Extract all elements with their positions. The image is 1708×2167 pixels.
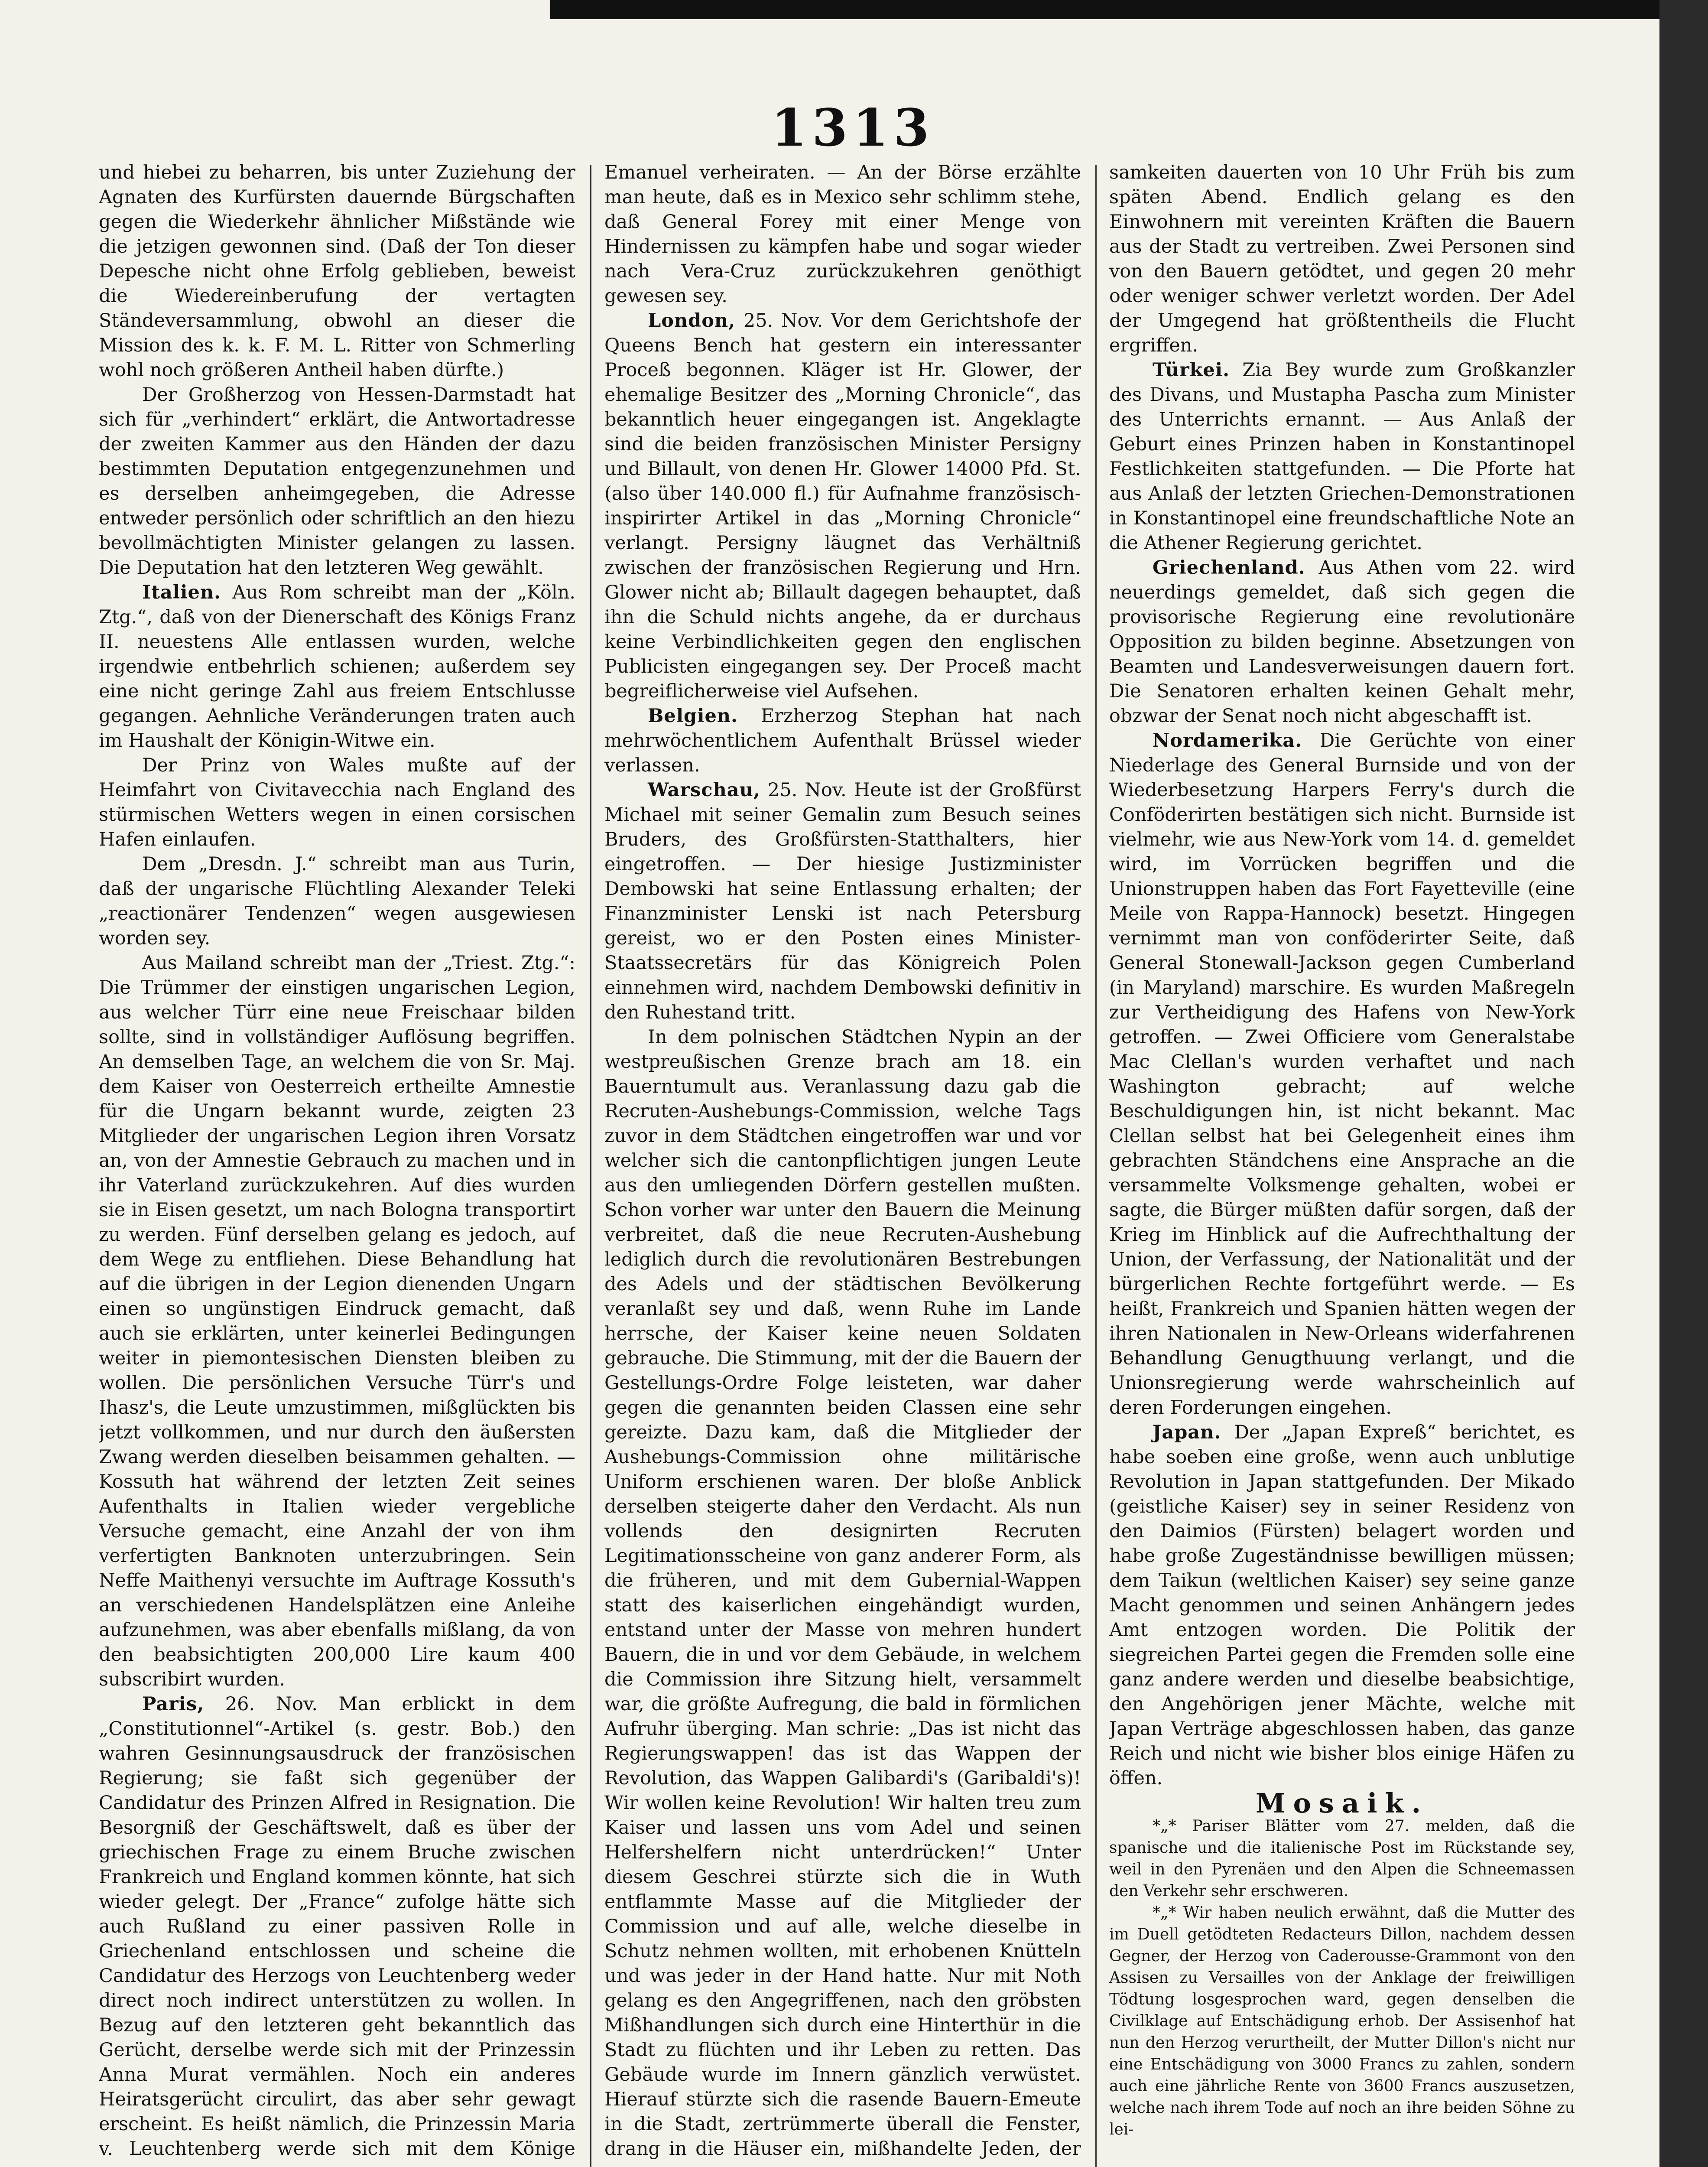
- article-paragraph: Aus Mailand schreibt man der „Triest. Ztg.“: Die Trümmer der einstigen ungarischen Legion, aus welcher Türr eine neue Freischaar bilden sollte, sind in vollständiger Auflösung begriffen. An demselben Tage, an welchem die von Sr. Maj. dem Kaiser von Oesterreich ertheilte Amnestie für die Ungarn bekannt wurde, zeigten 23 Mitglieder der ungarischen Legion ihren Vorsatz an, von der Amnestie Gebrauch zu machen und in ihr Vaterland zurückzukehren. Auf dies wurden sie in Eisen gesetzt, um nach Bologna transportirt zu werden. Fünf derselben gelang es jedoch, auf dem Wege zu entfliehen. Diese Behandlung hat auf die übrigen in der Legion dienenden Ungarn einen so ungünstigen Eindruck gemacht, daß auch sie erklärten, unter keinerlei Bedingungen weiter in piemontesischen Diensten bleiben zu wollen. Die persönlichen Versuche Türr's und Ihasz's, die Leute umzustimmen, mißglückten bis jetzt vollkommen, und nur durch den äußersten Zwang werden dieselben beisammen gehalten. — Kossuth hat während der letzten Zeit seines Aufenthalts in Italien wieder vergebliche Versuche gemacht, eine Anzahl der von ihm verfertigten Banknoten unterzubringen. Sein Neffe Maithenyi versuchte im Auftrage Kossuth's an verschiedenen Handelsplätzen eine Anleihe aufzunehmen, was aber ebenfalls mißlang, da von den beabsichtigten 200,000 Lire kaum 400 subscribirt wurden.: [99, 952, 575, 1690]
- column-2: [604, 160, 1081, 2163]
- column-rule-1: [590, 165, 591, 2167]
- article-paragraph: [604, 778, 1081, 1025]
- mosaik-item: *„* Pariser Blätter vom 27. melden, daß die spanische und die italienische Post im Rückstande sey, weil in den Pyrenäen und den Alpen die Schneemassen den Verkehr sehr erschweren.: [1109, 1817, 1575, 1900]
- article-text: 25. Nov. Heute ist der Großfürst Michael mit seiner Gemalin zum Besuch seines Bruders, des Großfürsten-Statthalters, hier eingetroffen. — Der hiesige Justizminister Dembowski hat seine Entlassung erhalten; der Finanzminister Lenski ist nach Petersburg gereist, wo er den Posten eines Minister-Staatssecretärs für das Königreich Polen einnehmen wird, nachdem Dembowski definitiv in den Ruhestand tritt.: [604, 779, 1081, 1023]
- article-paragraph: [1109, 358, 1575, 556]
- article-paragraph: [604, 704, 1081, 778]
- article-text: Der „Japan Expreß“ berichtet, es habe soeben eine große, wenn auch unblutige Revolution in Japan stattgefunden. Der Mikado (geistliche Kaiser) sey in seiner Residenz von den Daimios (Fürsten) belagert worden und habe große Zugeständnisse bewilligen müssen; dem Taikun (weltlichen Kaiser) sey seine ganze Macht genommen und seinen Anhängern jedes Amt entzogen worden. Die Politik der siegreichen Partei gegen die Fremden solle eine ganz andere werden und dieselbe beabsichtige, den Angehörigen jener Mächte, welche mit Japan Verträge abgeschlossen haben, das ganze Reich und nicht wie bisher blos einige Häfen zu öffen.: [1109, 1422, 1575, 1789]
- page-number: 1313: [771, 98, 935, 158]
- section-heading: Nordamerika.: [1153, 730, 1302, 752]
- column-1: [99, 160, 575, 2163]
- article-paragraph: [99, 1692, 575, 2163]
- top-dark-band: [550, 0, 1659, 19]
- scan-edge: [1659, 0, 1708, 2167]
- article-paragraph: Der Großherzog von Hessen-Darmstadt hat sich für „verhindert“ erklärt, die Antwortadresse der zweiten Kammer aus den Händen der dazu bestimmten Deputation entgegenzunehmen und es derselben anheimgegeben, die Adresse entweder persönlich oder schriftlich an den hiezu bevollmächtigten Minister gelangen zu lassen. Die Deputation hat den letzteren Weg gewählt.: [99, 384, 575, 579]
- article-paragraph: samkeiten dauerten von 10 Uhr Früh bis zum späten Abend. Endlich gelang es den Einwohnern mit vereinten Kräften die Bauern aus der Stadt zu vertreiben. Zwei Personen sind von den Bauern getödtet, und gegen 20 mehr oder weniger schwer verletzt worden. Der Adel der Umgegend hat größtentheils die Flucht ergriffen.: [1109, 162, 1575, 356]
- article-paragraph: [1109, 1420, 1575, 1791]
- mosaik-heading: Mosaik.: [1255, 1787, 1429, 1819]
- article-text: Die Gerüchte von einer Niederlage des General Burnside und von der Wiederbesetzung Harpers Ferry's durch die Conföderirten bestätigen sich nicht. Burnside ist vielmehr, wie aus New-York vom 14. d. gemeldet wird, im Vorrücken begriffen und die Unionstruppen haben das Fort Fayetteville (eine Meile von Rappa-Hannock) besetzt. Hingegen vernimmt man von conföderirter Seite, daß General Stonewall-Jackson gegen Cumberland (in Maryland) marschire. Es wurden Maßregeln zur Vertheidigung des Hafens von New-York getroffen. — Zwei Officiere vom Generalstabe Mac Clellan's wurden verhaftet und nach Washington gebracht; auf welche Beschuldigungen hin, ist nicht bekannt. Mac Clellan selbst hat bei Gelegenheit eines ihm gebrachten Ständchens eine Ansprache an die versammelte Volksmenge gehalten, wobei er sagte, die Bürger müßten dafür sorgen, daß der Krieg im Hinblick auf die Aufrechthaltung der Union, der Verfassung, der Nationalität und der bürgerlichen Rechte fortgeführt werde. — Es heißt, Frankreich und Spanien hätten wegen der ihren Nationalen in New-Orleans widerfahrenen Behandlung Genugthuung verlangt, und die Unionsregierung werde wahrscheinlich auf deren Forderungen eingehen.: [1109, 730, 1575, 1419]
- section-heading: Belgien.: [648, 705, 738, 727]
- section-heading: Italien.: [142, 582, 221, 603]
- section-heading: Japan.: [1153, 1422, 1221, 1443]
- article-text: Erzherzog Stephan hat nach mehrwöchentlichem Aufenthalt Brüssel wieder verlassen.: [604, 705, 1081, 776]
- article-paragraph: [99, 580, 575, 753]
- article-text: 26. Nov. Man erblickt in dem „Constitutionnel“-Artikel (s. gestr. Bob.) den wahren Gesinnungsausdruck der französischen Regierung; sie faßt sich gegenüber der Candidatur des Prinzen Alfred in Resignation. Die Besorgniß der Geschäftswelt, daß es über der griechischen Frage zu einem Bruche zwischen Frankreich und England kommen könnte, hat sich wieder gelegt. Der „France“ zufolge hätte sich auch Rußland zu einer passiven Rolle in Griechenland entschlossen und scheine die Candidatur des Herzogs von Leuchtenberg weder direct noch indirect unterstützen zu wollen. In Bezug auf den letzteren geht bekanntlich das Gerücht, derselbe werde sich mit der Prinzessin Anna Murat vermählen. Noch ein anderes Heiratsgerücht circulirt, das aber sehr gewagt erscheint. Es heißt nämlich, die Prinzessin Maria v. Leuchtenberg werde sich mit dem Könige: [99, 1693, 575, 2160]
- article-text: Aus Athen vom 22. wird neuerdings gemeldet, daß sich gegen die provisorische Regierung eine revolutionäre Opposition zu bilden beginne. Absetzungen von Beamten und Landesverweisungen dauern fort. Die Senatoren erhalten keinen Gehalt mehr, obzwar der Senat noch nicht abgeschafft ist.: [1109, 557, 1575, 727]
- column-rule-2: [1095, 165, 1097, 2167]
- article-paragraph: [604, 309, 1081, 704]
- mosaik-item: *„* Wir haben neulich erwähnt, daß die Mutter des im Duell getödteten Redacteurs Dillon, nachdem dessen Gegner, der Herzog von Caderousse-Grammont von den Assisen zu Versailles von der Anklage der freiwilligen Tödtung losgesprochen ward, gegen denselben die Civilklage auf Entschädigung erhob. Der Assisenhof hat nun den Herzog verurtheilt, der Mutter Dillon's nicht nur eine Entschädigung von 3000 Francs zu zahlen, sondern auch eine jährliche Rente von 3600 Francs auszusetzen, welche nach ihrem Tode auf noch an ihre beiden Söhne zu lei-: [1109, 1904, 1575, 2138]
- article-text: Zia Bey wurde zum Großkanzler des Divans, und Mustapha Pascha zum Minister des Unterrichts ernannt. — Aus Anlaß der Geburt eines Prinzen haben in Konstantinopel Festlichkeiten stattgefunden. — Die Pforte hat aus Anlaß der letzten Griechen-Demonstrationen in Konstantinopel eine freundschaftliche Note an die Athener Regierung gerichtet.: [1109, 359, 1575, 554]
- article-paragraph: Dem „Dresdn. J.“ schreibt man aus Turin, daß der ungarische Flüchtling Alexander Teleki „reactionärer Tendenzen“ wegen ausgewiesen worden sey.: [99, 853, 575, 949]
- article-paragraph: und hiebei zu beharren, bis unter Zuziehung der Agnaten des Kurfürsten dauernde Bürgschaften gegen die Wiederkehr ähnlicher Mißstände wie die jetzigen gewonnen sind. (Daß der Ton dieser Depesche nicht ohne Erfolg geblieben, beweist die Wiedereinberufung der vertagten Ständeversammlung, obwohl an dieser die Mission des k. k. F. M. L. Ritter von Schmerling wohl noch größeren Antheil haben dürfte.): [99, 162, 575, 381]
- article-paragraph: In dem polnischen Städtchen Nypin an der westpreußischen Grenze brach am 18. ein Bauerntumult aus. Veranlassung dazu gab die Recruten-Aushebungs-Commission, welche Tags zuvor in dem Städtchen eingetroffen war und vor welcher sich die cantonpflichtigen jungen Leute aus den umliegenden Dörfern gestellen mußten. Schon vorher war unter den Bauern die Meinung verbreitet, daß die neue Recruten-Aushebung lediglich durch die revolutionären Bestrebungen des Adels und der städtischen Bevölkerung veranlaßt sey und daß, wenn Ruhe im Lande herrsche, der Kaiser keine neuen Soldaten gebrauche. Die Stimmung, mit der die Bauern der Gestellungs-Ordre Folge leisteten, war daher gegen die genannten beiden Classen eine sehr gereizte. Dazu kam, daß die Mitglieder der Aushebungs-Commission ohne militärische Uniform erschienen waren. Der bloße Anblick derselben steigerte daher den Verdacht. Als nun vollends den designirten Recruten Legitimationsscheine von ganz anderer Form, als die früheren, und mit dem Gubernial-Wappen statt des kaiserlichen eingehändigt wurden, entstand unter der Masse von mehren hundert Bauern, die in und vor dem Gebäude, in welchem die Commission ihre Sitzung hielt, versammelt war, die größte Aufregung, die bald in förmlichen Aufruhr überging. Man schrie: „Das ist nicht das Regierungswappen! das ist das Wappen der Revolution, das Wappen Galibardi's (Garibaldi's)! Wir wollen keine Revolution! Wir halten treu zum Kaiser und lassen uns vom Adel und seinen Helfershelfern nicht unterdrücken!“ Unter diesem Geschrei stürzte sich die in Wuth entflammte Masse auf die Mitglieder der Commission und auf alle, welche dieselbe in Schutz nehmen wollten, mit erhobenen Knütteln und was jeder in der Hand hatte. Nur mit Noth gelang es den Angegriffenen, nach den gröbsten Mißhandlungen sich durch eine Hinterthür in die Stadt zu flüchten und ihr Leben zu retten. Das Gebäude wurde im Innern gänzlich verwüstet. Hierauf stürzte sich die rasende Bauern-Emeute in die Stadt, zertrümmerte überall die Fenster, drang in die Häuser ein, mißhandelte Jeden, der: [604, 1026, 1081, 2160]
- section-heading: Warschau,: [648, 779, 760, 801]
- section-heading: Paris,: [142, 1693, 205, 1715]
- section-heading: Griechenland.: [1153, 557, 1305, 579]
- article-paragraph: Der Prinz von Wales mußte auf der Heimfahrt von Civitavecchia nach England des stürmischen Wetters wegen in einen corsischen Hafen einlaufen.: [99, 755, 575, 850]
- column-3: [1109, 160, 1575, 2163]
- article-text: Aus Rom schreibt man der „Köln. Ztg.“, daß von der Dienerschaft des Königs Franz II. neuestens Alle entlassen wurden, welche irgendwie entbehrlich schienen; außerdem sey eine nicht geringe Zahl aus freiem Entschlusse gegangen. Aehnliche Veränderungen traten auch im Haushalt der Königin-Witwe ein.: [99, 582, 575, 752]
- article-paragraph: [1109, 556, 1575, 729]
- section-heading: London,: [648, 310, 736, 332]
- article-paragraph: Emanuel verheiraten. — An der Börse erzählte man heute, daß es in Mexico sehr schlimm stehe, daß General Forey mit einer Menge von Hindernissen zu kämpfen habe und sogar wieder nach Vera-Cruz zurückzukehren genöthigt gewesen sey.: [604, 162, 1081, 307]
- article-paragraph: [1109, 729, 1575, 1420]
- article-text: 25. Nov. Vor dem Gerichtshofe der Queens Bench hat gestern ein interessanter Proceß begonnen. Kläger ist Hr. Glower, der ehemalige Besitzer des „Morning Chronicle“, das bekanntlich heuer eingegangen ist. Angeklagte sind die beiden französischen Minister Persigny und Billault, von denen Hr. Glower 14000 Pfd. St. (also über 140.000 fl.) für Aufnahme französisch-inspirirter Artikel in das „Morning Chronicle“ verlangt. Persigny läugnet das Verhältniß zwischen der französischen Regierung und Hrn. Glower nicht ab; Billault dagegen behauptet, daß ihn die Schuld nichts angehe, da er durchaus keine Verbindlichkeiten gegen den englischen Publicisten eingegangen sey. Der Proceß macht begreiflicherweise viel Aufsehen.: [604, 310, 1081, 702]
- section-heading: Türkei.: [1153, 359, 1230, 381]
